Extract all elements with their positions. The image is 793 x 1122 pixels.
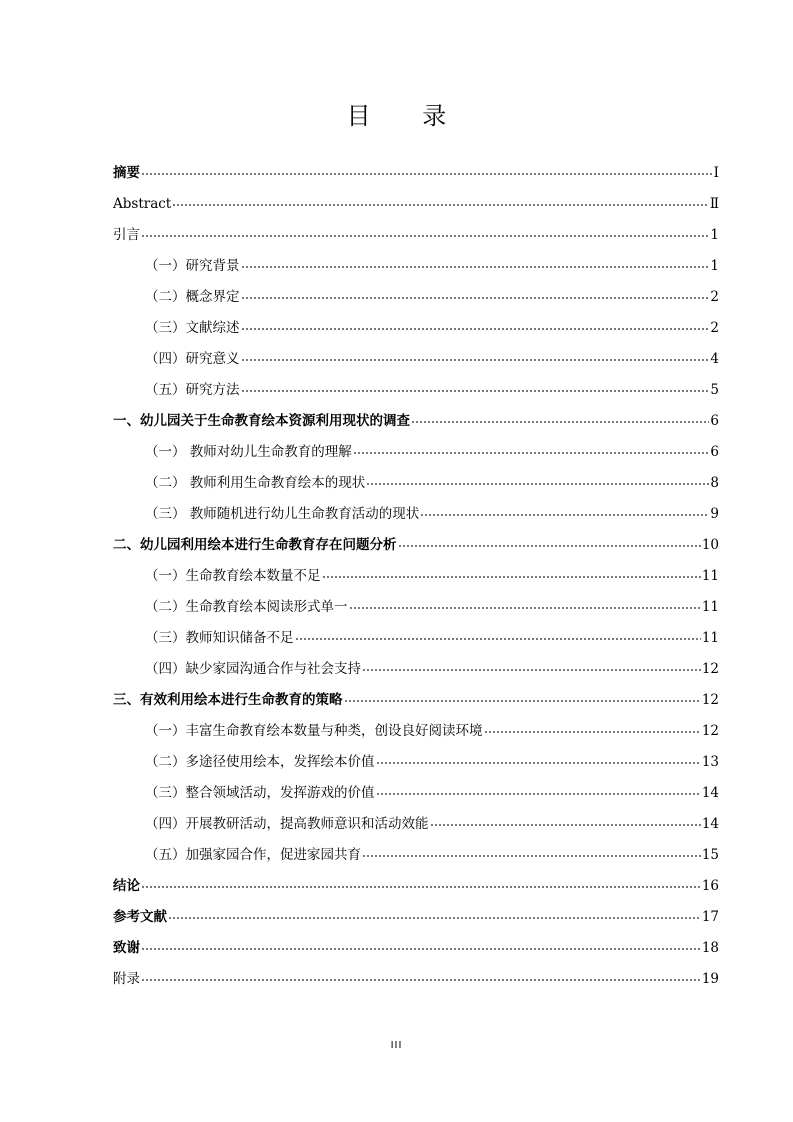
toc-dot-leader xyxy=(241,359,710,361)
toc-entry-page: 2 xyxy=(710,320,719,336)
toc-entry-page: 12 xyxy=(701,661,719,677)
toc-dot-leader xyxy=(241,266,710,268)
toc-entry[interactable] xyxy=(113,654,719,685)
toc-entry-label: Abstract xyxy=(113,196,172,212)
toc-dot-leader xyxy=(411,421,709,423)
toc-dot-leader xyxy=(484,731,701,733)
toc-dot-leader xyxy=(398,545,701,547)
toc-dot-leader xyxy=(172,204,709,206)
toc-entry[interactable] xyxy=(113,437,719,468)
toc-entry-label: 结论 xyxy=(113,878,140,894)
toc-entry-label: 摘要 xyxy=(113,165,140,181)
toc-entry-label: （一）丰富生命教育绘本数量与种类，创设良好阅读环境 xyxy=(145,723,483,739)
toc-entry-page: 10 xyxy=(701,537,719,553)
toc-entry-label: （一）生命教育绘本数量不足 xyxy=(145,568,321,584)
toc-entry-page: 6 xyxy=(710,413,719,429)
toc-dot-leader xyxy=(430,824,701,826)
toc-dot-leader xyxy=(241,328,710,330)
toc-entry-page: 4 xyxy=(710,351,719,367)
toc-dot-leader xyxy=(241,390,710,392)
toc-entry[interactable] xyxy=(113,747,719,778)
toc-entry[interactable] xyxy=(113,964,719,995)
toc-entry-page: 18 xyxy=(701,940,719,956)
toc-entry-label: 二、幼儿园利用绘本进行生命教育存在问题分析 xyxy=(113,537,397,553)
toc-entry-page: 12 xyxy=(701,692,719,708)
toc-entry-page: Ⅱ xyxy=(709,196,719,212)
toc-entry-page: Ⅰ xyxy=(713,165,719,181)
toc-entry-label: （三） 教师随机进行幼儿生命教育活动的现状 xyxy=(145,506,420,522)
toc-entry[interactable] xyxy=(113,251,719,282)
toc-entry-page: 15 xyxy=(701,847,719,863)
toc-dot-leader xyxy=(349,607,701,609)
toc-entry[interactable] xyxy=(113,685,719,716)
toc-entry-page: 11 xyxy=(701,568,719,584)
toc-entry-label: （二）生命教育绘本阅读形式单一 xyxy=(145,599,348,615)
toc-dot-leader xyxy=(362,855,701,857)
toc-entry[interactable] xyxy=(113,840,719,871)
toc-entry[interactable] xyxy=(113,592,719,623)
toc-entry[interactable] xyxy=(113,809,719,840)
toc-entry[interactable] xyxy=(113,220,719,251)
toc-entry[interactable] xyxy=(113,158,719,189)
toc-entry-label: （一）研究背景 xyxy=(145,258,240,274)
toc-dot-leader xyxy=(353,452,710,454)
toc-dot-leader xyxy=(376,762,701,764)
toc-entry-page: 5 xyxy=(710,382,719,398)
toc-entry-page: 16 xyxy=(701,878,719,894)
toc-dot-leader xyxy=(366,483,709,485)
toc-entry-page: 2 xyxy=(710,289,719,305)
toc-entry[interactable] xyxy=(113,933,719,964)
toc-dot-leader xyxy=(168,917,701,919)
toc-entry[interactable] xyxy=(113,282,719,313)
toc-dot-leader xyxy=(344,700,701,702)
toc-entry-page: 13 xyxy=(701,754,719,770)
toc-entry-page: 12 xyxy=(701,723,719,739)
page-title: 目 录 xyxy=(346,102,469,130)
toc-entry-label: （四）缺少家园沟通合作与社会支持 xyxy=(145,661,361,677)
toc-entry-page: 11 xyxy=(701,599,719,615)
toc-entry-page: 17 xyxy=(701,909,719,925)
toc-entry-label: （二）概念界定 xyxy=(145,289,240,305)
toc-entry-label: （一） 教师对幼儿生命教育的理解 xyxy=(145,444,352,460)
toc-entry-label: （四）开展教研活动，提高教师意识和活动效能 xyxy=(145,816,429,832)
toc-entry[interactable] xyxy=(113,623,719,654)
toc-entry[interactable] xyxy=(113,871,719,902)
toc-entry-label: （三）整合领域活动，发挥游戏的价值 xyxy=(145,785,375,801)
toc-entry-page: 19 xyxy=(701,971,719,987)
toc-entry-page: 6 xyxy=(710,444,719,460)
toc-entry-label: 引言 xyxy=(113,227,140,243)
toc-entry-page: 9 xyxy=(710,506,719,522)
toc-dot-leader xyxy=(141,173,713,175)
toc-entry[interactable] xyxy=(113,561,719,592)
toc-entry[interactable] xyxy=(113,468,719,499)
toc-entry-label: （二） 教师利用生命教育绘本的现状 xyxy=(145,475,366,491)
toc-entry[interactable] xyxy=(113,530,719,561)
toc-entry-label: （三）文献综述 xyxy=(145,320,240,336)
toc-dot-leader xyxy=(141,948,701,950)
page-number: III xyxy=(390,1040,403,1051)
toc-entry-label: 一、幼儿园关于生命教育绘本资源利用现状的调查 xyxy=(113,413,410,429)
toc-entry-page: 14 xyxy=(701,785,719,801)
toc-entry-label: 附录 xyxy=(113,971,140,987)
toc-entry-label: （五）研究方法 xyxy=(145,382,240,398)
toc-entry[interactable] xyxy=(113,313,719,344)
toc-dot-leader xyxy=(141,235,709,237)
toc-entry[interactable] xyxy=(113,189,719,220)
toc-dot-leader xyxy=(376,793,701,795)
toc-dot-leader xyxy=(141,979,701,981)
toc-dot-leader xyxy=(141,886,701,888)
toc-dot-leader xyxy=(241,297,710,299)
toc-entry-label: （五）加强家园合作，促进家园共育 xyxy=(145,847,361,863)
toc-entry-label: 致谢 xyxy=(113,940,140,956)
toc-entry-label: （四）研究意义 xyxy=(145,351,240,367)
toc-dot-leader xyxy=(362,669,701,671)
toc-entry[interactable] xyxy=(113,499,719,530)
toc-entry[interactable] xyxy=(113,406,719,437)
toc-entry-page: 1 xyxy=(710,258,719,274)
toc-entry-label: （二）多途径使用绘本，发挥绘本价值 xyxy=(145,754,375,770)
toc-entry-page: 8 xyxy=(710,475,719,491)
toc-entry-label: 三、有效利用绘本进行生命教育的策略 xyxy=(113,692,343,708)
toc-dot-leader xyxy=(322,576,701,578)
toc-entry-label: 参考文献 xyxy=(113,909,167,925)
toc-dot-leader xyxy=(420,514,709,516)
toc-entry[interactable] xyxy=(113,778,719,809)
toc-entry-page: 1 xyxy=(710,227,719,243)
toc-entry-page: 14 xyxy=(701,816,719,832)
toc-entry[interactable] xyxy=(113,375,719,406)
toc-entry[interactable] xyxy=(113,344,719,375)
table-of-contents xyxy=(113,158,719,995)
toc-entry[interactable] xyxy=(113,716,719,747)
toc-entry[interactable] xyxy=(113,902,719,933)
toc-entry-label: （三）教师知识储备不足 xyxy=(145,630,294,646)
toc-dot-leader xyxy=(295,638,701,640)
toc-entry-page: 11 xyxy=(701,630,719,646)
